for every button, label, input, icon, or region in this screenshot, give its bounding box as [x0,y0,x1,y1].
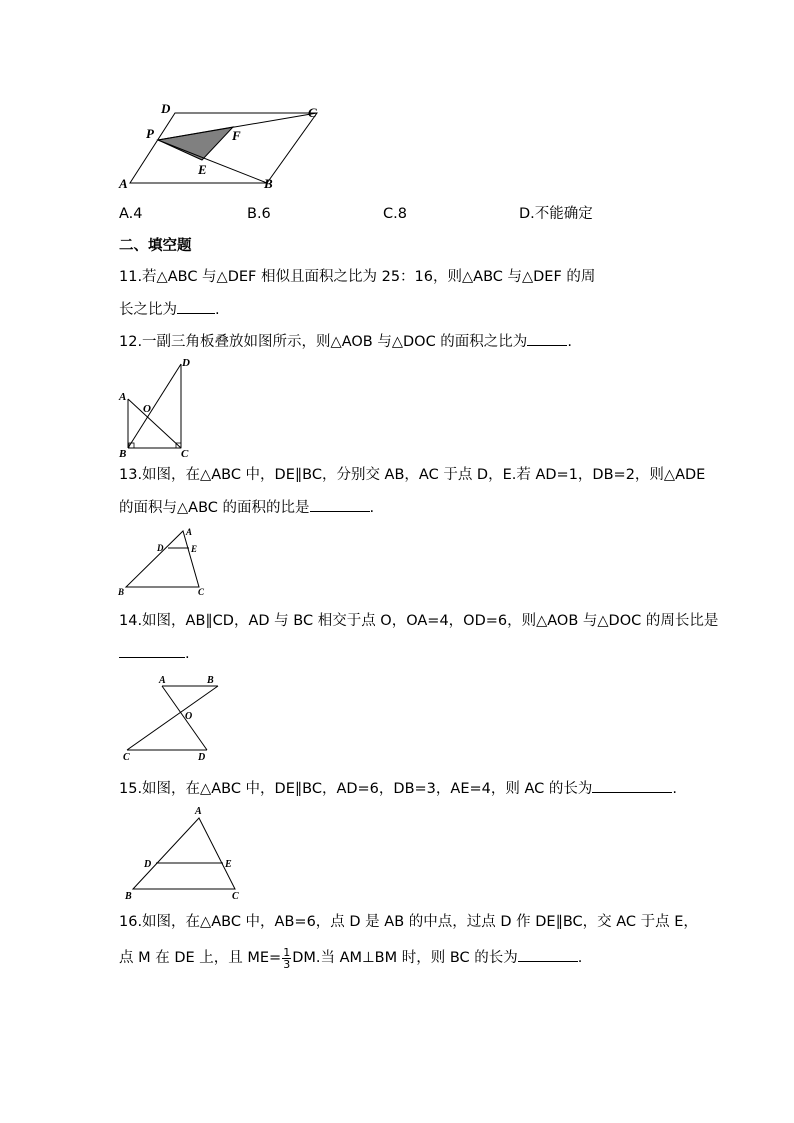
q13-line2 [119,496,374,518]
label-b: B [125,891,132,902]
fraction-numerator: 1 [283,945,291,959]
q16-answer-blank[interactable] [518,946,578,962]
triangle-small-figure [115,525,215,600]
label-a: A [119,176,128,191]
label-f: F [232,128,241,143]
label-d: D [198,752,206,763]
option-b: B.6 [247,206,271,222]
label-o: O [143,403,151,415]
q11-prefix: 长之比为 [119,302,177,318]
option-a: A.4 [119,206,143,222]
option-d: D.不能确定 [519,206,593,222]
q14-line1: 14.如图，AB∥CD，AD 与 BC 相交于点 O，OA=4，OD=6，则△AOB 与△DOC 的周长比是 [119,613,719,629]
q13-line1: 13.如图，在△ABC 中，DE∥BC，分别交 AB，AC 于点 D，E.若 AD=1，DB=2，则△ADE [119,467,706,483]
q15-line [119,777,677,799]
fraction-denominator: 3 [283,957,291,971]
q16-end: . [577,950,583,966]
label-b: B [207,675,214,686]
q14-answer-blank[interactable] [119,642,185,658]
label-c: C [181,448,189,460]
q16-part-b: DM.当 AM⊥BM 时，则 BC 的长为 [292,950,518,966]
q15-text: 15.如图，在△ABC 中，DE∥BC，AD=6，DB=3，AE=4，则 AC 的长为 [119,781,593,797]
q11-line2 [119,298,220,320]
option-c: C.8 [383,206,407,222]
triangle-large-figure [115,800,250,905]
label-c: C [198,587,205,597]
fraction-one-third [282,947,291,970]
q13-answer-blank[interactable] [310,496,370,512]
section-title: 二、填空题 [119,238,192,254]
q16-line1: 16.如图，在△ABC 中，AB=6，点 D 是 AB 的中点，过点 D 作 DE∥BC，交 AC 于点 E， [119,914,698,930]
label-b: B [264,176,273,191]
q11-end: . [215,302,220,318]
q14-line2 [119,642,190,664]
set-squares-figure [115,355,200,460]
label-a: A [119,391,127,403]
label-c: C [123,752,130,763]
label-d: D [144,859,152,870]
label-a: A [186,527,193,537]
q16-line2 [119,946,582,970]
label-e: E [198,162,207,177]
label-b: B [118,587,125,597]
label-d: D [161,101,171,116]
q12-text: 12.一副三角板叠放如图所示，则△AOB 与△DOC 的面积之比为 [119,334,528,350]
q14-end: . [185,646,190,662]
q12-end: . [567,334,572,350]
q16-part-a: 点 M 在 DE 上，且 ME= [119,950,282,966]
parallelogram-figure [115,100,325,195]
label-c: C [308,105,317,120]
q12-line [119,330,572,352]
label-p: P [146,126,154,141]
label-b: B [119,448,127,460]
q15-answer-blank[interactable] [592,777,672,793]
label-a: A [159,675,166,686]
label-e: E [191,544,198,554]
q11-line1: 11.若△ABC 与△DEF 相似且面积之比为 25：16，则△ABC 与△DEF 的周 [119,269,596,285]
label-a: A [195,806,202,817]
label-e: E [225,859,232,870]
hourglass-figure [115,670,235,765]
label-o: O [185,711,193,722]
label-d: D [157,543,164,553]
q13-prefix: 的面积与△ABC 的面积的比是 [119,500,310,516]
label-c: C [232,891,239,902]
q13-end: . [369,500,375,516]
label-d: D [182,357,190,369]
q12-answer-blank[interactable] [527,330,567,346]
q15-end: . [672,781,677,797]
q11-answer-blank[interactable] [177,298,215,314]
